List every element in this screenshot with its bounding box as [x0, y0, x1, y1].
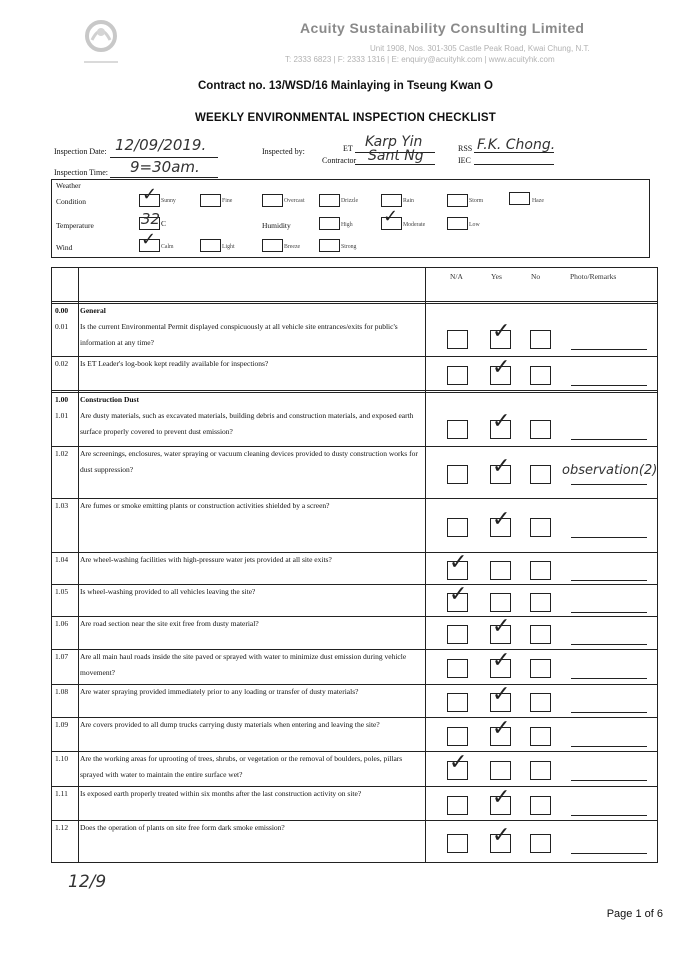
- condition-drizzle-checkbox[interactable]: [319, 194, 340, 207]
- question-text: Is ET Leader's log-book kept readily available for inspections?: [80, 359, 269, 368]
- na-checkbox[interactable]: [447, 465, 468, 484]
- wind-strong-checkbox[interactable]: [319, 239, 340, 252]
- row-number: 1.02: [55, 449, 69, 458]
- na-checkbox[interactable]: [447, 420, 468, 439]
- check-mark-icon: ✓: [492, 319, 511, 344]
- yes-checkbox[interactable]: [490, 561, 511, 580]
- et-value: Karp Yin: [365, 134, 423, 150]
- header-divider: [52, 301, 657, 304]
- question-text: Are fumes or smoke emitting plants or construction activities shielded by a screen?: [80, 501, 330, 510]
- check-mark-icon: ✓: [449, 750, 468, 775]
- section-heading: General: [80, 306, 106, 315]
- wind-breeze-label: Breeze: [284, 244, 301, 250]
- no-checkbox[interactable]: [530, 420, 551, 439]
- check-mark-icon: ✓: [492, 823, 511, 848]
- inspection-time-line: [110, 177, 218, 178]
- column-divider: [78, 268, 79, 862]
- checklist-title: WEEKLY ENVIRONMENTAL INSPECTION CHECKLIST: [194, 112, 497, 124]
- wind-light-checkbox[interactable]: [200, 239, 221, 252]
- no-checkbox[interactable]: [530, 366, 551, 385]
- check-mark-icon: ✓: [492, 682, 511, 707]
- column-header-na: N/A: [450, 272, 463, 281]
- check-mark-icon: ✓: [492, 648, 511, 673]
- column-header-remarks: Photo/Remarks: [570, 272, 617, 281]
- contractor-line: [355, 164, 435, 165]
- contractor-label: Contractor: [322, 156, 357, 165]
- row-number: 1.10: [55, 754, 69, 763]
- remarks-line: [571, 349, 647, 350]
- condition-rain-label: Rain: [403, 198, 414, 204]
- question-text: Is wheel-washing provided to all vehicles leaving the site?: [80, 587, 256, 596]
- row-number: 0.02: [55, 359, 69, 368]
- inspection-time-value: 9=30am.: [130, 158, 200, 176]
- remarks-line: [571, 780, 647, 781]
- iec-label: IEC: [458, 156, 471, 165]
- remarks-line: [571, 484, 647, 485]
- iec-line: [474, 164, 554, 165]
- question-text: Are covers provided to all dump trucks carrying dusty materials when entering and leaving the site?: [80, 720, 380, 729]
- check-mark-icon: ✓: [492, 354, 511, 380]
- remarks-line: [571, 853, 647, 854]
- remarks-line: [571, 439, 647, 440]
- humidity-high-label: High: [341, 222, 353, 228]
- no-checkbox[interactable]: [530, 465, 551, 484]
- condition-fine-label: Fine: [222, 198, 233, 204]
- question-text: Are all main haul roads inside the site paved or sprayed with water to minimize dust emission during vehicle movement?: [80, 652, 407, 677]
- remarks-line: [571, 746, 647, 747]
- humidity-label: Humidity: [262, 221, 291, 230]
- row-number: 1.11: [55, 789, 68, 798]
- company-logo: [72, 14, 130, 72]
- remarks-line: [571, 580, 647, 581]
- remarks-line: [571, 644, 647, 645]
- condition-label: Condition: [56, 197, 87, 206]
- wind-calm-label: Calm: [161, 244, 174, 250]
- no-checkbox[interactable]: [530, 761, 551, 780]
- condition-haze-checkbox[interactable]: [509, 192, 530, 205]
- column-header-no: No: [531, 272, 541, 281]
- no-checkbox[interactable]: [530, 796, 551, 815]
- na-checkbox[interactable]: [447, 330, 468, 349]
- check-mark-icon: ✓: [492, 784, 511, 810]
- na-checkbox[interactable]: [447, 625, 468, 644]
- row-number: 1.12: [55, 823, 69, 832]
- wind-strong-label: Strong: [341, 244, 357, 250]
- company-name: Acuity Sustainability Consulting Limited: [300, 20, 585, 36]
- company-contacts: T: 2333 6823 | F: 2333 1316 | E: enquiry@acuityhk.com | www.acuityhk.com: [285, 55, 555, 64]
- row-number: 1.05: [55, 587, 69, 596]
- remarks-value: observation(2): [562, 462, 658, 478]
- row-number: 0.01: [55, 322, 69, 331]
- no-checkbox[interactable]: [530, 625, 551, 644]
- yes-checkbox[interactable]: [490, 761, 511, 780]
- no-checkbox[interactable]: [530, 693, 551, 712]
- question-text: Is exposed earth properly treated within six months after the last construction activity on site?: [80, 789, 362, 798]
- check-mark-icon: ✓: [492, 453, 511, 479]
- no-checkbox[interactable]: [530, 727, 551, 746]
- no-checkbox[interactable]: [530, 659, 551, 678]
- question-text: Are dusty materials, such as excavated materials, building debris and construction materials, and exposed earth surface properly covered to prevent dust emission?: [80, 411, 414, 436]
- condition-overcast-checkbox[interactable]: [262, 194, 283, 207]
- humidity-high-checkbox[interactable]: [319, 217, 340, 230]
- humidity-low-label: Low: [469, 222, 480, 228]
- wind-light-label: Light: [222, 244, 235, 250]
- no-checkbox[interactable]: [530, 561, 551, 580]
- check-mark-icon: ✓: [449, 549, 468, 575]
- na-checkbox[interactable]: [447, 834, 468, 853]
- rss-label: RSS: [458, 144, 473, 153]
- page-number: Page 1 of 6: [606, 908, 663, 920]
- condition-haze-label: Haze: [532, 198, 544, 204]
- contractor-value: Sant Ng: [368, 148, 424, 164]
- weather-title: Weather: [56, 181, 81, 190]
- inspection-time-label: Inspection Time:: [54, 168, 109, 177]
- remarks-line: [571, 712, 647, 713]
- row-number: 1.00: [55, 395, 69, 404]
- row-number: 1.03: [55, 501, 69, 510]
- condition-storm-label: Storm: [469, 198, 484, 204]
- na-checkbox[interactable]: [447, 693, 468, 712]
- no-checkbox[interactable]: [530, 593, 551, 612]
- condition-storm-checkbox[interactable]: [447, 194, 468, 207]
- question-text: Are wheel-washing facilities with high-pressure water jets provided at all site exits?: [80, 555, 332, 564]
- condition-sunny-label: Sunny: [161, 198, 176, 204]
- company-address: Unit 1908, Nos. 301-305 Castle Peak Road, Kwai Chung, N.T.: [370, 44, 590, 53]
- row-number: 1.07: [55, 652, 69, 661]
- remarks-line: [571, 537, 647, 538]
- condition-fine-checkbox[interactable]: [200, 194, 221, 207]
- inspected-by-label: Inspected by:: [262, 147, 305, 156]
- na-checkbox[interactable]: [447, 659, 468, 678]
- check-mark-icon: ✓: [492, 506, 511, 532]
- check-mark-icon: ✓: [141, 229, 157, 250]
- no-checkbox[interactable]: [530, 518, 551, 537]
- remarks-line: [571, 815, 647, 816]
- na-checkbox[interactable]: [447, 727, 468, 746]
- question-text: Does the operation of plants on site free form dark smoke emission?: [80, 823, 285, 832]
- question-text: Are the working areas for uprooting of trees, shrubs, or vegetation or the removal of boulders, poles, pillars sprayed with water to maintain the entire surface wet?: [80, 754, 403, 779]
- no-checkbox[interactable]: [530, 330, 551, 349]
- na-checkbox[interactable]: [447, 796, 468, 815]
- rss-value: F.K. Chong.: [477, 137, 556, 153]
- condition-drizzle-label: Drizzle: [341, 198, 359, 204]
- check-mark-icon: ✓: [492, 715, 511, 741]
- temperature-label: Temperature: [56, 221, 94, 230]
- na-checkbox[interactable]: [447, 366, 468, 385]
- row-number: 1.06: [55, 619, 69, 628]
- question-text: Is the current Environmental Permit displayed conspicuously at all vehicle site entrances/exits for public's information at any time?: [80, 322, 398, 347]
- column-divider: [425, 268, 426, 862]
- row-divider: [51, 392, 658, 393]
- inspection-date-label: Inspection Date:: [54, 147, 107, 156]
- row-number: 1.09: [55, 720, 69, 729]
- check-mark-icon: ✓: [142, 184, 158, 205]
- no-checkbox[interactable]: [530, 834, 551, 853]
- section-heading: Construction Dust: [80, 395, 139, 404]
- row-number: 0.00: [55, 306, 69, 315]
- wind-label: Wind: [56, 243, 73, 252]
- check-mark-icon: ✓: [449, 581, 468, 607]
- contract-title: Contract no. 13/WSD/16 Mainlaying in Tseung Kwan O: [198, 80, 493, 92]
- check-mark-icon: ✓: [383, 206, 399, 227]
- question-text: Are screenings, enclosures, water spraying or vacuum cleaning devices provided to dusty construction works for dust suppression?: [80, 449, 418, 474]
- row-divider: [51, 390, 658, 391]
- remarks-line: [571, 678, 647, 679]
- remarks-line: [571, 612, 647, 613]
- check-mark-icon: ✓: [492, 614, 511, 639]
- temperature-value: 32: [141, 210, 161, 228]
- yes-checkbox[interactable]: [490, 593, 511, 612]
- humidity-moderate-label: Moderate: [403, 222, 426, 228]
- question-text: Are water spraying provided immediately prior to any loading or transfer of dusty materials?: [80, 687, 359, 696]
- humidity-low-checkbox[interactable]: [447, 217, 468, 230]
- et-label: ET: [343, 144, 353, 153]
- check-mark-icon: ✓: [492, 408, 511, 434]
- handwritten-initials: 12/9: [68, 872, 107, 892]
- temperature-unit: C: [161, 219, 167, 228]
- row-number: 1.01: [55, 411, 69, 420]
- wind-breeze-checkbox[interactable]: [262, 239, 283, 252]
- na-checkbox[interactable]: [447, 518, 468, 537]
- inspection-date-value: 12/09/2019.: [115, 136, 207, 154]
- question-text: Are road section near the site exit free from dusty material?: [80, 619, 259, 628]
- row-number: 1.08: [55, 687, 69, 696]
- condition-overcast-label: Overcast: [284, 198, 305, 204]
- row-number: 1.04: [55, 555, 69, 564]
- column-header-yes: Yes: [491, 272, 502, 281]
- remarks-line: [571, 385, 647, 386]
